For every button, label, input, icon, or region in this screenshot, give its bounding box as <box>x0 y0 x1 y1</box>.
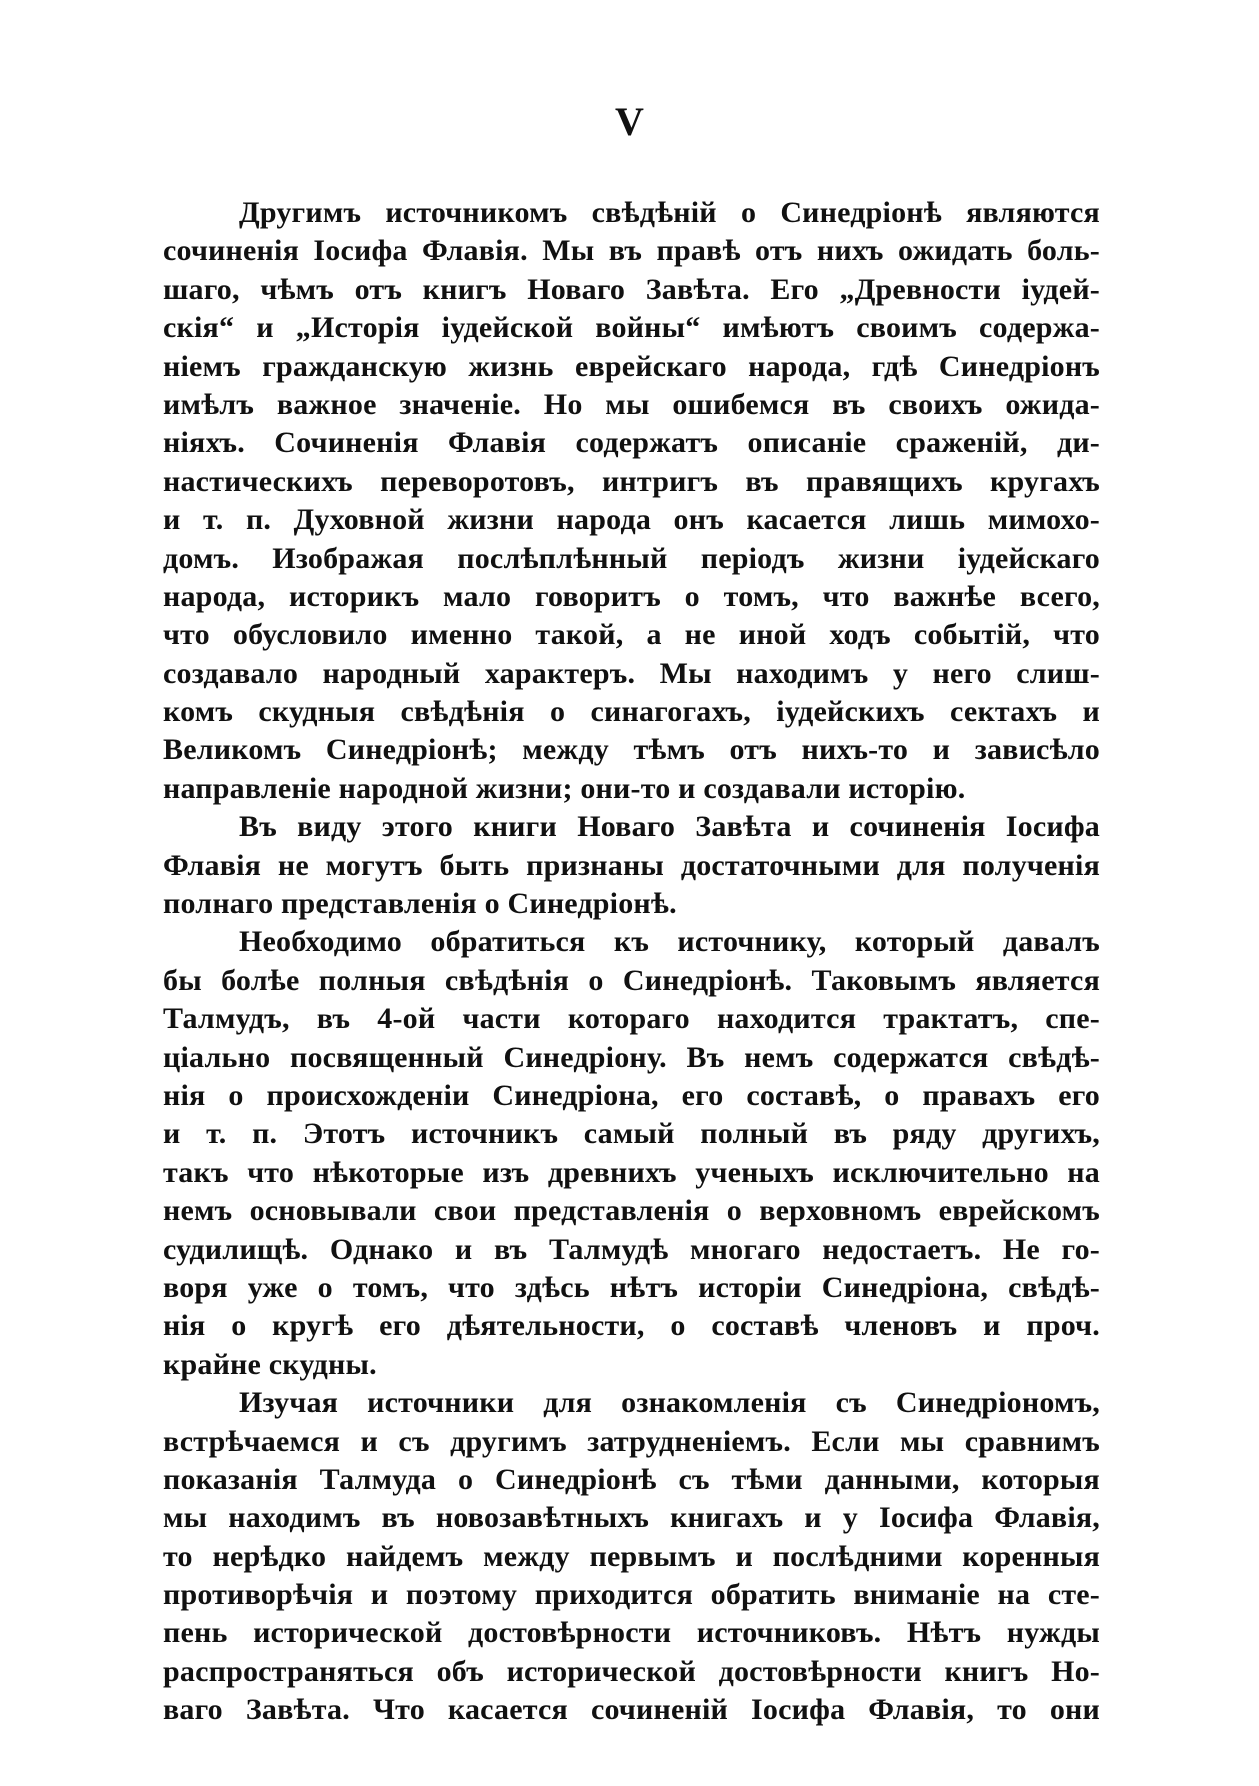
text-line: ніяхъ. Сочиненія Флавія содержатъ описаніе сраженій, ди- <box>163 426 1100 460</box>
text-line: крайне скудны. <box>163 1347 377 1381</box>
text-line: сочиненія Іосифа Флавія. Мы въ правѣ отъ нихъ ожидать боль- <box>163 234 1100 268</box>
text-line: распространяться объ исторической достовѣрности книгъ Но- <box>163 1654 1100 1688</box>
text-line: Другимъ источникомъ свѣдѣній о Синедріонѣ являются <box>239 196 1100 229</box>
text-line: имѣлъ важное значеніе. Но мы ошибемся въ своихъ ожида- <box>163 387 1100 421</box>
text-line: что обусловило именно такой, а не иной ходъ событій, что <box>163 618 1100 652</box>
text-line: народа, историкъ мало говоритъ о томъ, что важнѣе всего, <box>163 579 1100 613</box>
text-line: воря уже о томъ, что здѣсь нѣтъ исторіи Синедріона, свѣдѣ- <box>163 1270 1100 1304</box>
text-line: ціально посвященный Синедріону. Въ немъ содержатся свѣдѣ- <box>163 1040 1100 1074</box>
text-line: и т. п. Духовной жизни народа онъ касается лишь мимохо- <box>163 503 1100 537</box>
text-line: настическихъ переворотовъ, интригъ въ правящихъ кругахъ <box>163 464 1100 498</box>
text-line: нія о кругѣ его дѣятельности, о составѣ членовъ и проч. <box>163 1309 1100 1343</box>
text-line: нія о происхожденіи Синедріона, его составѣ, о правахъ его <box>163 1078 1100 1112</box>
paragraph <box>163 923 1100 1384</box>
text-line: немъ основывали свои представленія о верховномъ еврейскомъ <box>163 1194 1100 1228</box>
text-line: мы находимъ въ новозавѣтныхъ книгахъ и у Іосифа Флавія, <box>163 1501 1100 1535</box>
text-line: и т. п. Этотъ источникъ самый полный въ ряду другихъ, <box>163 1117 1100 1151</box>
text-line: пень исторической достовѣрности источниковъ. Нѣтъ нужды <box>163 1616 1100 1650</box>
text-line: Необходимо обратиться къ источнику, который давалъ <box>239 925 1100 959</box>
text-line: Въ виду этого книги Новаго Завѣта и сочиненія Іосифа <box>239 810 1100 844</box>
text-line: Изучая источники для ознакомленія съ Синедріономъ, <box>239 1386 1100 1420</box>
text-line: показанія Талмуда о Синедріонѣ съ тѣми данными, которыя <box>163 1462 1100 1496</box>
text-line: комъ скудныя свѣдѣнія о синагогахъ, іудейскихъ сектахъ и <box>163 695 1100 729</box>
text-line: противорѣчія и поэтому приходится обратить вниманіе на сте- <box>163 1578 1100 1612</box>
text-line: создавало народный характеръ. Мы находимъ у него слиш- <box>163 656 1100 690</box>
text-line: такъ что нѣкоторые изъ древнихъ ученыхъ исключительно на <box>163 1155 1100 1189</box>
text-line: судилищѣ. Однако и въ Талмудѣ многаго недостаетъ. Не го- <box>163 1232 1100 1266</box>
text-line: полнаго представленія о Синедріонѣ. <box>163 887 677 921</box>
text-line: шаго, чѣмъ отъ книгъ Новаго Завѣта. Его „Древности іудей- <box>163 272 1100 306</box>
paragraph <box>163 1384 1100 1730</box>
paragraph <box>163 194 1100 808</box>
text-line: ніемъ гражданскую жизнь еврейскаго народа, гдѣ Синедріонъ <box>163 349 1100 383</box>
text-line: Талмудъ, въ 4-ой части котораго находится трактатъ, спе- <box>163 1002 1100 1036</box>
text-line: домъ. Изображая послѣплѣнный періодъ жизни іудейскаго <box>163 541 1100 575</box>
text-line: скія“ и „Исторія іудейской войны“ имѣютъ своимъ содержа- <box>163 311 1100 345</box>
page-number: V <box>615 99 644 144</box>
paragraph <box>163 808 1100 923</box>
text-line: то нерѣдко найдемъ между первымъ и послѣдними коренныя <box>163 1539 1100 1573</box>
text-line: направленіе народной жизни; они-то и создавали исторію. <box>163 771 966 805</box>
text-line: Флавія не могутъ быть признаны достаточными для полученія <box>163 848 1100 882</box>
text-line: бы болѣе полныя свѣдѣнія о Синедріонѣ. Таковымъ является <box>163 963 1100 997</box>
text-line: встрѣчаемся и съ другимъ затрудненіемъ. Если мы сравнимъ <box>163 1424 1100 1458</box>
text-line: Великомъ Синедріонѣ; между тѣмъ отъ нихъ-то и зависѣло <box>163 733 1100 767</box>
body-text <box>163 194 1100 1730</box>
text-line: ваго Завѣта. Что касается сочиненій Іосифа Флавія, то они <box>163 1693 1100 1727</box>
